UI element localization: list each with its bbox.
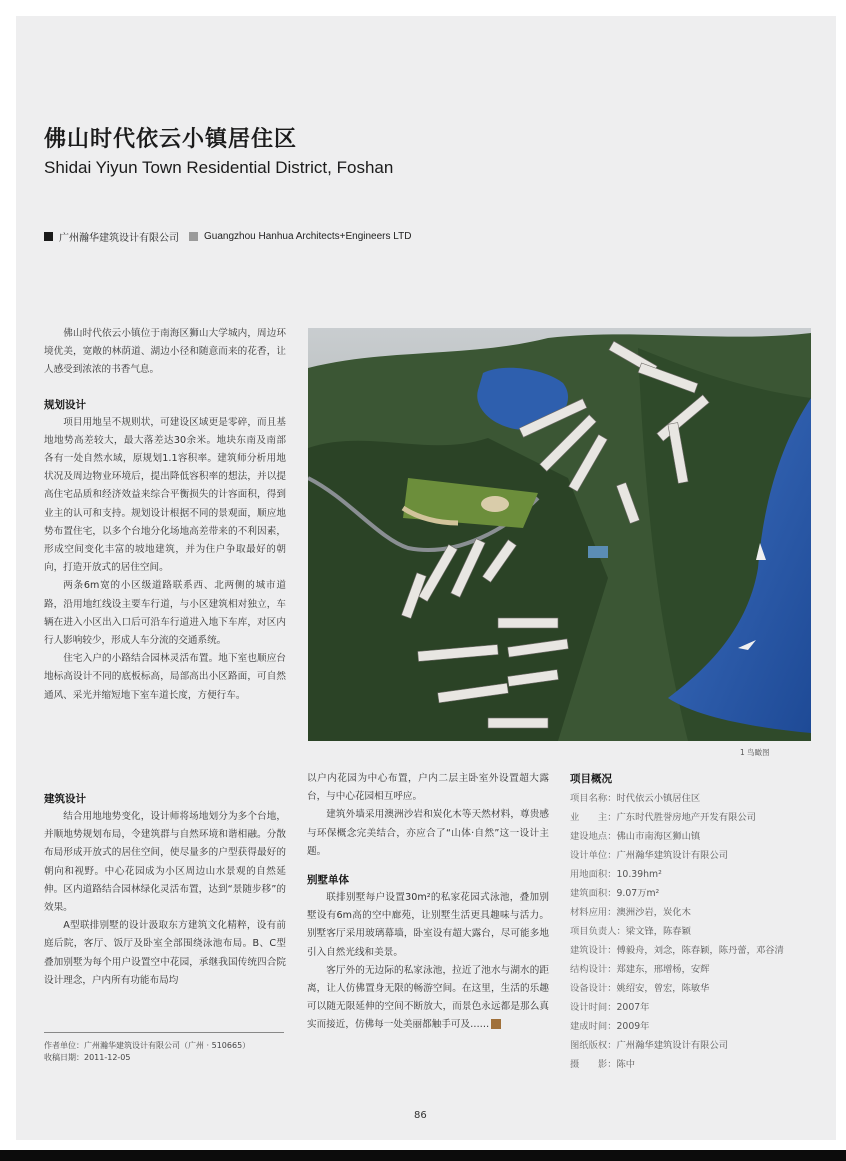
architecture-paragraph: A型联排别墅的设计汲取东方建筑文化精粹，设有前庭后院，客厅、饭厅及卧室全部围绕泳池布局。B、C型叠加别墅为每个用户设置空中花园，承继我国传统四合院设计理念，户内所有功能布局均 [44, 920, 286, 986]
bullet-square [189, 232, 198, 241]
overview-row [570, 846, 810, 865]
architecture-paragraph: 建筑外墙采用澳洲沙岩和炭化木等天然材料，尊贵感与环保概念完美结合，亦应合了“山体·自然”这一设计主题。 [307, 809, 549, 857]
overview-label: 结构设计： [570, 964, 617, 975]
scan-border [0, 1150, 846, 1161]
intro-paragraph: 佛山时代依云小镇位于南海区狮山大学城内，周边环境优美，宽敞的林荫道、湖边小径和随意而来的花香，让人感受到浓浓的书香气息。 [44, 328, 286, 376]
title-chinese: 佛山时代依云小镇居住区 [44, 127, 298, 152]
author-english: Guangzhou Hanhua Architects+Engineers LTD [204, 231, 412, 242]
overview-label: 材料应用： [570, 907, 617, 918]
overview-value: 广州瀚华建筑设计有限公司 [616, 1040, 729, 1051]
villa-paragraph: 联排别墅每户设置30m²的私家花园式泳池，叠加别墅设有6m高的空中廊苑，让别墅生活更具趣味与活力。别墅客厅采用玻璃幕墙，卧室设有超大露台，尽可能多地引入自然光线和美景。 [307, 892, 549, 958]
overview-value: 时代依云小镇居住区 [616, 793, 701, 804]
title-english: Shidai Yiyun Town Residential District, Foshan [44, 158, 394, 177]
overview-label: 建筑面积： [570, 888, 617, 899]
overview-label: 摄 影： [570, 1059, 617, 1070]
page-number: 86 [414, 1110, 427, 1121]
overview-value: 2007年 [616, 1002, 650, 1013]
architecture-paragraph-cont: 以户内花园为中心布置，户内二层主卧室外设置超大露台，与中心花园相互呼应。 [307, 773, 549, 803]
overview-value: 佛山市南海区狮山镇 [616, 831, 701, 842]
footnote-received-date: 收稿日期：2011-12-05 [44, 1053, 131, 1062]
architecture-heading: 建筑设计 [44, 793, 86, 805]
overview-label: 项目名称： [570, 793, 617, 804]
overview-value: 姚绍安，曾宏，陈敏华 [616, 983, 710, 994]
overview-label: 项目负责人： [570, 926, 626, 937]
planning-paragraph: 两条6m宽的小区级道路联系西、北两侧的城市道路，沿用地红线设主要车行道，与小区建筑相对独立，车辆在进入小区出入口后可沿车行道进入地下车库，对区内行人影响较少，形成人车分流的交通系统。 [44, 580, 286, 647]
overview-value: 广州瀚华建筑设计有限公司 [616, 850, 729, 861]
overview-row [570, 998, 810, 1017]
overview-label: 建筑设计： [570, 945, 617, 956]
overview-value: 广东时代胜誉房地产开发有限公司 [616, 812, 756, 823]
architecture-paragraph: 结合用地地势变化，设计师将场地划分为多个台地，并顺地势规划布局，令建筑群与自然环境和谐相融。分散布局形成开放式的居住空间，使尽量多的户型获得最好的朝向和视野。中心花园成为小区周边山水景观的自然延伸。区内道路结合园林绿化灵活布置，达到“景随步移”的效果。 [44, 811, 286, 914]
author-chinese: 广州瀚华建筑设计有限公司 [59, 233, 179, 244]
footnote [44, 1040, 250, 1064]
overview-value: 陈中 [616, 1059, 636, 1070]
overview-label: 用地面积： [570, 869, 617, 880]
overview-label: 设计单位： [570, 850, 617, 861]
overview-value: 郑建东，邢增杨，安辉 [616, 964, 710, 975]
overview-row [570, 922, 810, 941]
planning-heading: 规划设计 [44, 398, 86, 411]
overview-row [570, 827, 810, 846]
villa-paragraph: 客厅外的无边际的私家泳池，拉近了池水与湖水的距离，让人仿佛置身无限的畅游空间。在这里，生活的乐趣可以随无限延伸的空间不断放大，而景色永远都是那么真实而接近，仿佛每一处美丽都触手可及…… [307, 964, 549, 1031]
planning-paragraph: 项目用地呈不规则状，可建设区域更是零碎，而且基地地势高差较大，最大落差达30余米。地块东南及南部各有一处自然水域，原规划1.1容积率。建筑师分析用地状况及周边物业环境后，提出降低容积率的想法，并以提高住宅品质和经济效益来综合平衡损失的计容面积，得到业主的认可和支持。规划设计根据不同的景观面，顺应地势布置住宅，以多个台地分化场地高差带来的不利因素，形成空间变化丰富的坡地建筑，并为住户争取最好的朝向，打造开放式的居住空间。 [44, 416, 286, 574]
overview-label: 设计时间： [570, 1002, 617, 1013]
column-middle [307, 770, 549, 1035]
overview-row [570, 979, 810, 998]
overview-value: 2009年 [616, 1021, 650, 1032]
column-left-lower [44, 790, 286, 990]
author-line [44, 229, 411, 244]
overview-row [570, 941, 810, 960]
end-mark [491, 1019, 501, 1029]
overview-label: 设备设计： [570, 983, 617, 994]
column-left [44, 325, 286, 705]
overview-value: 梁文锋，陈春颖 [625, 926, 691, 937]
project-overview [570, 770, 810, 1074]
overview-label: 图纸版权： [570, 1040, 617, 1051]
footnote-affiliation: 作者单位：广州瀚华建筑设计有限公司（广州 · 510665） [44, 1041, 251, 1050]
overview-row [570, 865, 810, 884]
overview-label: 建设地点： [570, 831, 617, 842]
aerial-view-photo [308, 328, 811, 741]
overview-row [570, 884, 810, 903]
villa-heading: 别墅单体 [307, 874, 349, 887]
bullet-square [44, 232, 53, 241]
overview-row [570, 960, 810, 979]
overview-row [570, 808, 810, 827]
overview-value: 10.39hm² [616, 869, 662, 880]
overview-row [570, 1055, 810, 1074]
overview-row [570, 1036, 810, 1055]
overview-row [570, 1017, 810, 1036]
planning-paragraph: 住宅入户的小路结合园林灵活布置。地下室也顺应台地标高设计不同的底板标高，局部高出小区路面，可自然通风、采光并缩短地下室车道长度，方便行车。 [44, 653, 286, 701]
overview-row [570, 789, 810, 808]
overview-row [570, 903, 810, 922]
overview-value: 澳洲沙岩，炭化木 [616, 907, 691, 918]
overview-value: 9.07万m² [616, 888, 660, 899]
footnote-divider [44, 1032, 284, 1033]
figure-caption: 1 鸟瞰图 [740, 748, 770, 757]
overview-heading: 项目概况 [570, 773, 612, 785]
overview-value: 傅毅舟，刘念，陈春颖，陈丹蕾，邓谷清 [616, 945, 784, 956]
overview-label: 业 主： [570, 812, 617, 823]
overview-label: 建成时间： [570, 1021, 617, 1032]
